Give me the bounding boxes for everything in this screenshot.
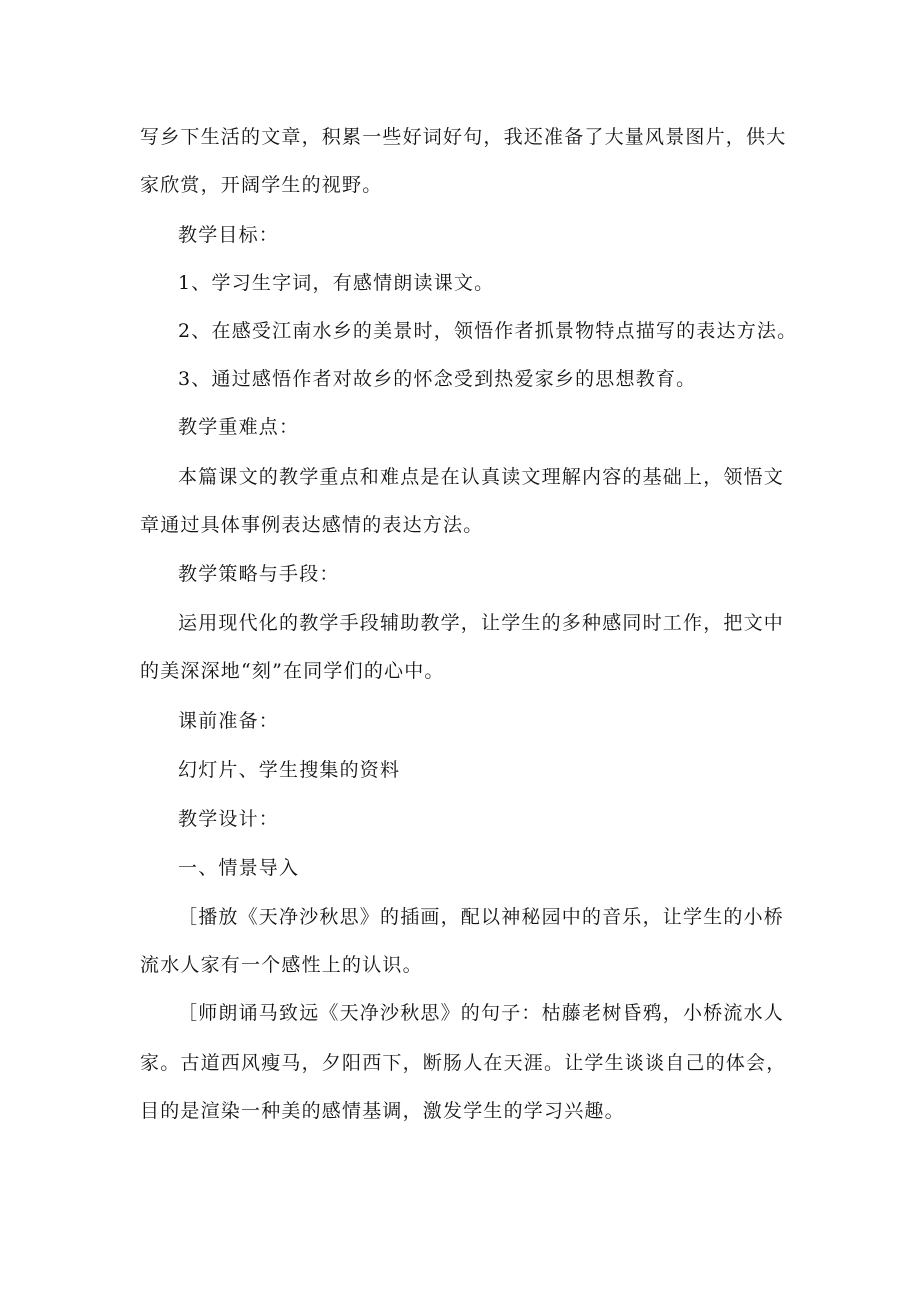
design-p2-line-1: ［师朗诵马致远《天净沙秋思》的句子：枯藤老树昏鸦，小桥流水人 — [178, 1002, 785, 1024]
objective-item-3: 3、通过感悟作者对故乡的怀念受到热爱家乡的思想教育。 — [178, 368, 697, 390]
preparation-heading: 课前准备： — [178, 710, 280, 732]
design-heading: 教学设计： — [178, 808, 280, 830]
strategy-line-2: 的美深深地“刻”在同学们的心中。 — [140, 660, 445, 682]
design-p1-line-1: ［播放《天净沙秋思》的插画，配以神秘园中的音乐，让学生的小桥 — [178, 906, 785, 928]
key-points-heading: 教学重难点： — [178, 416, 300, 438]
design-p2-line-2: 家。古道西风瘦马，夕阳西下，断肠人在天涯。让学生谈谈自己的体会， — [140, 1052, 787, 1074]
section-heading-intro: 一、情景导入 — [178, 857, 300, 879]
key-points-line-1: 本篇课文的教学重点和难点是在认真读文理解内容的基础上，领悟文 — [178, 466, 785, 488]
intro-line-2: 家欣赏，开阔学生的视野。 — [140, 174, 383, 196]
preparation-text: 幻灯片、学生搜集的资料 — [178, 759, 401, 781]
strategy-heading: 教学策略与手段： — [178, 563, 340, 585]
intro-line-1: 写乡下生活的文章，积累一些好词好句，我还准备了大量风景图片，供大 — [140, 126, 787, 148]
objective-item-1: 1、学习生字词，有感情朗读课文。 — [178, 272, 495, 294]
objectives-heading: 教学目标： — [178, 224, 280, 246]
objective-item-2: 2、在感受江南水乡的美景时，领悟作者抓景物特点描写的表达方法。 — [178, 320, 798, 342]
design-p2-line-3: 目的是渲染一种美的感情基调，激发学生的学习兴趣。 — [140, 1100, 625, 1122]
design-p1-line-2: 流水人家有一个感性上的认识。 — [140, 954, 423, 976]
strategy-line-1: 运用现代化的教学手段辅助教学，让学生的多种感同时工作，把文中 — [178, 612, 785, 634]
key-points-line-2: 章通过具体事例表达感情的表达方法。 — [140, 514, 484, 536]
